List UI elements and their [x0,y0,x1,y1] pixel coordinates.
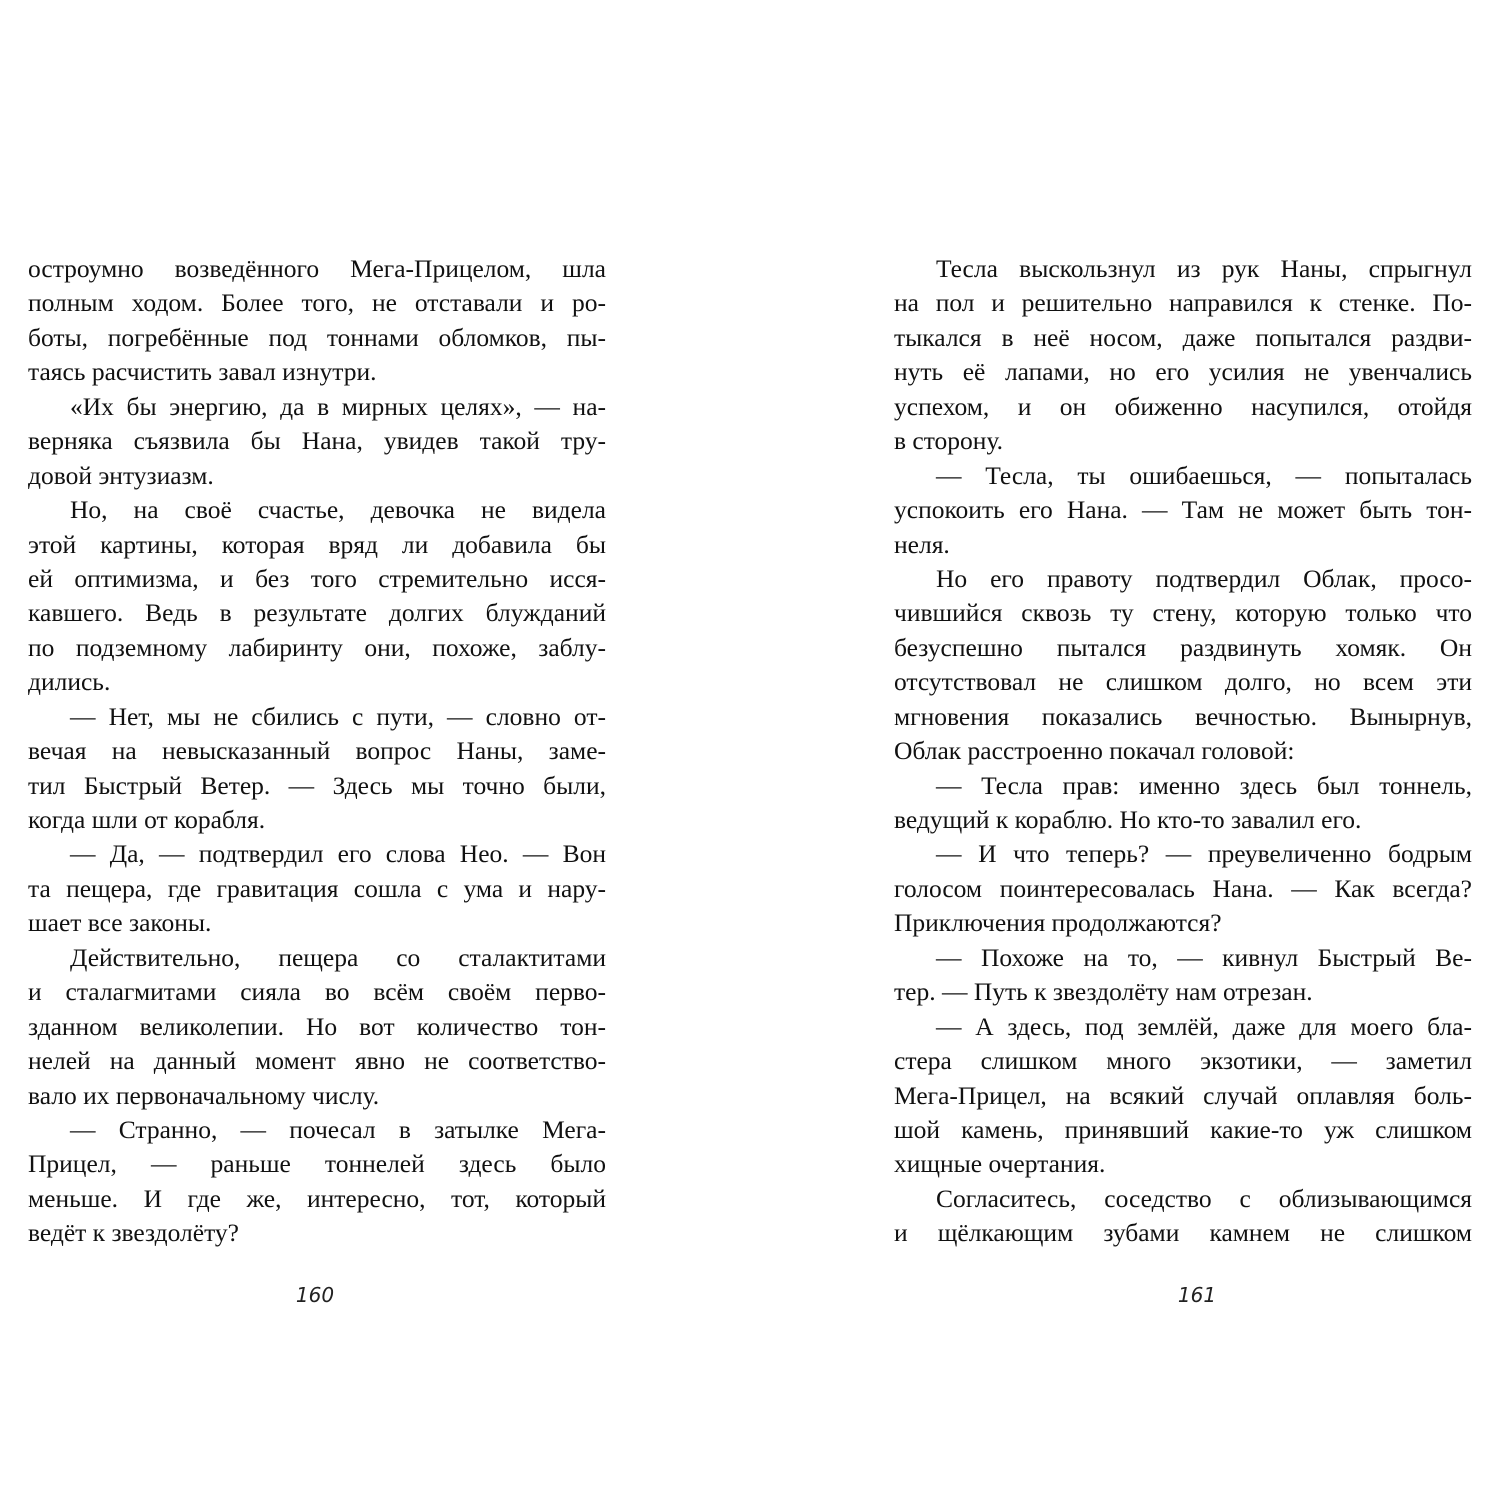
text-line: Действительно, пещера со сталактитами [70,942,606,972]
text-line: безуспешно пытался раздвинуть хомяк. Он [894,632,1472,662]
text-line: нуть её лапами, но его усилия не увенчались [894,357,1472,387]
text-line: тил Быстрый Ветер. — Здесь мы точно были, [28,770,606,800]
text-line: шой камень, принявший какие-то уж слишком [894,1114,1472,1144]
text-line: неля. [894,529,950,559]
text-line: тер. — Путь к звездолёту нам отрезан. [894,977,1313,1007]
text-line: успехом, и он обиженно насупился, отойдя [894,391,1472,421]
text-line: «Их бы энергию, да в мирных целях», — на- [70,391,606,421]
text-line: нелей на данный момент явно не соответство- [28,1046,606,1076]
text-line: шает все законы. [28,908,212,938]
text-line: отсутствовал не слишком долго, но всем эти [894,667,1472,697]
text-line: — Тесла прав: именно здесь был тоннель, [936,770,1472,800]
text-line: Приключения продолжаются? [894,908,1222,938]
text-line: по подземному лабиринту они, похоже, заблу- [28,632,606,662]
text-line: вало их первоначальному числу. [28,1080,380,1110]
text-line: — Да, — подтвердил его слова Нео. — Вон [70,839,606,869]
text-line: Прицел, — раньше тоннелей здесь было [28,1149,606,1179]
text-line: этой картины, которая вряд ли добавила бы [28,529,606,559]
text-line: — Нет, мы не сбились с пути, — словно от- [70,701,606,731]
text-line: Тесла выскользнул из рук Наны, спрыгнул [936,254,1472,283]
text-line: дились. [28,667,111,697]
right-page-text [894,252,1472,1251]
text-line: чившийся сквозь ту стену, которую только что [894,598,1472,628]
text-line: и сталагмитами сияла во всём своём перво- [28,977,606,1007]
text-line: верняка съязвила бы Нана, увидев такой тру- [28,426,606,456]
text-line: ей оптимизма, и без того стремительно исся- [28,563,606,593]
text-line: таясь расчистить завал изнутри. [28,357,377,387]
text-line: вечая на невысказанный вопрос Наны, заме- [28,736,606,766]
text-line: — И что теперь? — преувеличенно бодрым [936,839,1472,869]
text-line: — Похоже на то, — кивнул Быстрый Ве- [936,942,1472,972]
text-line: та пещера, где гравитация сошла с ума и нару- [28,873,606,903]
text-line: боты, погребённые под тоннами обломков, пы- [28,322,606,352]
text-line: полным ходом. Более того, не отставали и ро- [28,288,606,318]
left-page-text [28,252,606,1251]
text-line: зданном великолепии. Но вот количество тон- [28,1011,606,1041]
text-line: — Тесла, ты ошибаешься, — попыталась [936,460,1472,490]
text-line: Мега-Прицел, на всякий случай оплавляя боль- [894,1080,1472,1110]
text-line: ведущий к кораблю. Но кто-то завалил его. [894,805,1362,834]
text-line: Облак расстроенно покачал головой: [894,736,1295,766]
left-page-number: 160 [295,1283,335,1307]
text-line: голосом поинтересовалась Нана. — Как всегда? [894,873,1472,903]
text-line: и щёлкающим зубами камнем не слишком [894,1218,1472,1248]
text-line: — Странно, — почесал в затылке Мега- [70,1114,606,1144]
text-line: в сторону. [894,426,1004,456]
text-line: хищные очертания. [894,1149,1106,1179]
text-line: ведёт к звездолёту? [28,1218,239,1248]
text-line: остроумно возведённого Мега-Прицелом, шла [28,254,606,283]
text-line: на пол и решительно направился к стенке. По- [894,288,1472,318]
text-line: успокоить его Нана. — Там не может быть тон- [894,495,1472,525]
text-line: мгновения показались вечностью. Вынырнув, [894,701,1472,731]
right-page-number: 161 [1177,1283,1217,1307]
text-line: Но его правоту подтвердил Облак, просо- [936,563,1472,593]
text-line: тыкался в неё носом, даже попытался раздви- [894,322,1472,352]
text-line: стера слишком много экзотики, — заметил [894,1046,1472,1076]
text-line: кавшего. Ведь в результате долгих блужданий [28,598,606,628]
text-line: меньше. И где же, интересно, тот, который [28,1183,606,1213]
text-line: — А здесь, под землёй, даже для моего бла- [936,1011,1472,1041]
text-line: когда шли от корабля. [28,805,266,834]
text-line: Но, на своё счастье, девочка не видела [70,495,606,525]
text-line: Согласитесь, соседство с облизывающимся [936,1183,1472,1213]
text-line: довой энтузиазм. [28,460,214,490]
